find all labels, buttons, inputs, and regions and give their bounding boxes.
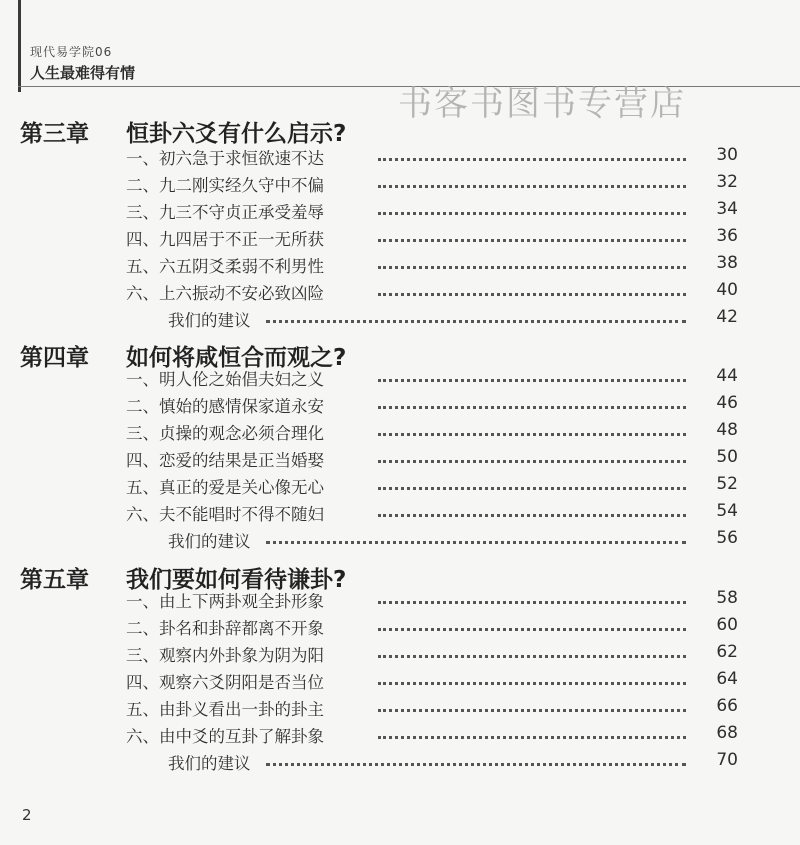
entry-page: 50: [716, 447, 738, 467]
toc-entry[interactable]: [126, 669, 738, 693]
dot-leader: [378, 433, 686, 436]
entry-title: 一、由上下两卦观全卦形象: [126, 592, 324, 611]
entry-title: 我们的建议: [168, 311, 251, 330]
entry-title: 六、上六振动不安必致凶险: [126, 284, 324, 303]
entry-title: 二、九二刚实经久守中不偏: [126, 176, 324, 195]
toc-entry[interactable]: [126, 172, 738, 196]
dot-leader: [378, 379, 686, 382]
chapter-title: 恒卦六爻有什么启示?: [126, 121, 347, 147]
entry-page: 70: [716, 750, 738, 770]
dot-leader: [378, 239, 686, 242]
entry-page: 32: [716, 172, 738, 192]
entry-title: 四、恋爱的结果是正当婚娶: [126, 451, 324, 470]
toc-entry[interactable]: [126, 226, 738, 250]
dot-leader: [266, 320, 686, 323]
toc-entry[interactable]: [126, 501, 738, 525]
entry-page: 30: [716, 145, 738, 165]
dot-leader: [378, 682, 686, 685]
toc-entry[interactable]: [126, 474, 738, 498]
dot-leader: [266, 541, 686, 544]
page-number: 2: [22, 806, 32, 824]
entry-page: 46: [716, 393, 738, 413]
entry-title: 五、由卦义看出一卦的卦主: [126, 700, 324, 719]
entry-page: 58: [716, 588, 738, 608]
entry-page: 48: [716, 420, 738, 440]
entry-page: 66: [716, 696, 738, 716]
header-spine-bar: [18, 0, 21, 92]
dot-leader: [378, 293, 686, 296]
entry-page: 52: [716, 474, 738, 494]
entry-page: 42: [716, 307, 738, 327]
toc-entry[interactable]: [126, 366, 738, 390]
entry-title: 我们的建议: [168, 754, 251, 773]
entry-title: 二、卦名和卦辞都离不开象: [126, 619, 324, 638]
entry-title: 四、九四居于不正一无所获: [126, 230, 324, 249]
entry-page: 68: [716, 723, 738, 743]
toc-entry-recommendation[interactable]: [126, 307, 738, 331]
dot-leader: [378, 487, 686, 490]
toc-entry[interactable]: [126, 420, 738, 444]
entry-page: 44: [716, 366, 738, 386]
toc-entry[interactable]: [126, 696, 738, 720]
entry-title: 六、夫不能唱时不得不随妇: [126, 505, 324, 524]
toc-entry[interactable]: [126, 723, 738, 747]
entry-title: 一、明人伦之始倡夫妇之义: [126, 370, 324, 389]
dot-leader: [378, 158, 686, 161]
dot-leader: [266, 763, 686, 766]
dot-leader: [378, 655, 686, 658]
entry-page: 56: [716, 528, 738, 548]
entry-title: 三、贞操的观念必须合理化: [126, 424, 324, 443]
toc-entry-recommendation[interactable]: [126, 750, 738, 774]
chapter-number: 第三章: [20, 120, 89, 147]
dot-leader: [378, 266, 686, 269]
entry-title: 四、观察六爻阴阳是否当位: [126, 673, 324, 692]
dot-leader: [378, 212, 686, 215]
chapter-title: 我们要如何看待谦卦?: [126, 567, 347, 593]
dot-leader: [378, 709, 686, 712]
entry-title: 我们的建议: [168, 532, 251, 551]
toc-entry[interactable]: [126, 280, 738, 304]
entry-page: 38: [716, 253, 738, 273]
entry-page: 34: [716, 199, 738, 219]
toc-entry[interactable]: [126, 642, 738, 666]
toc-entry[interactable]: [126, 447, 738, 471]
dot-leader: [378, 514, 686, 517]
entry-title: 五、六五阴爻柔弱不利男性: [126, 257, 324, 276]
dot-leader: [378, 406, 686, 409]
dot-leader: [378, 628, 686, 631]
dot-leader: [378, 460, 686, 463]
entry-title: 三、观察内外卦象为阴为阳: [126, 646, 324, 665]
dot-leader: [378, 185, 686, 188]
chapter-title: 如何将咸恒合而观之?: [126, 345, 347, 371]
entry-title: 三、九三不守贞正承受羞辱: [126, 203, 324, 222]
book-title: 人生最难得有情: [30, 64, 136, 82]
entry-page: 62: [716, 642, 738, 662]
chapter-number: 第五章: [20, 566, 89, 593]
entry-title: 五、真正的爱是关心像无心: [126, 478, 324, 497]
toc-entry[interactable]: [126, 588, 738, 612]
series-label: 现代易学院06: [30, 45, 113, 59]
toc-entry[interactable]: [126, 199, 738, 223]
entry-page: 64: [716, 669, 738, 689]
entry-page: 60: [716, 615, 738, 635]
toc-entry-recommendation[interactable]: [126, 528, 738, 552]
entry-title: 一、初六急于求恒欲速不达: [126, 149, 324, 168]
toc-entry[interactable]: [126, 615, 738, 639]
dot-leader: [378, 601, 686, 604]
entry-page: 36: [716, 226, 738, 246]
entry-title: 二、慎始的感情保家道永安: [126, 397, 324, 416]
store-watermark: 书客书图书专营店: [398, 84, 686, 124]
toc-entry[interactable]: [126, 253, 738, 277]
entry-title: 六、由中爻的互卦了解卦象: [126, 727, 324, 746]
dot-leader: [378, 736, 686, 739]
toc-entry[interactable]: [126, 145, 738, 169]
chapter-number: 第四章: [20, 344, 89, 371]
entry-page: 40: [716, 280, 738, 300]
toc-entry[interactable]: [126, 393, 738, 417]
entry-page: 54: [716, 501, 738, 521]
